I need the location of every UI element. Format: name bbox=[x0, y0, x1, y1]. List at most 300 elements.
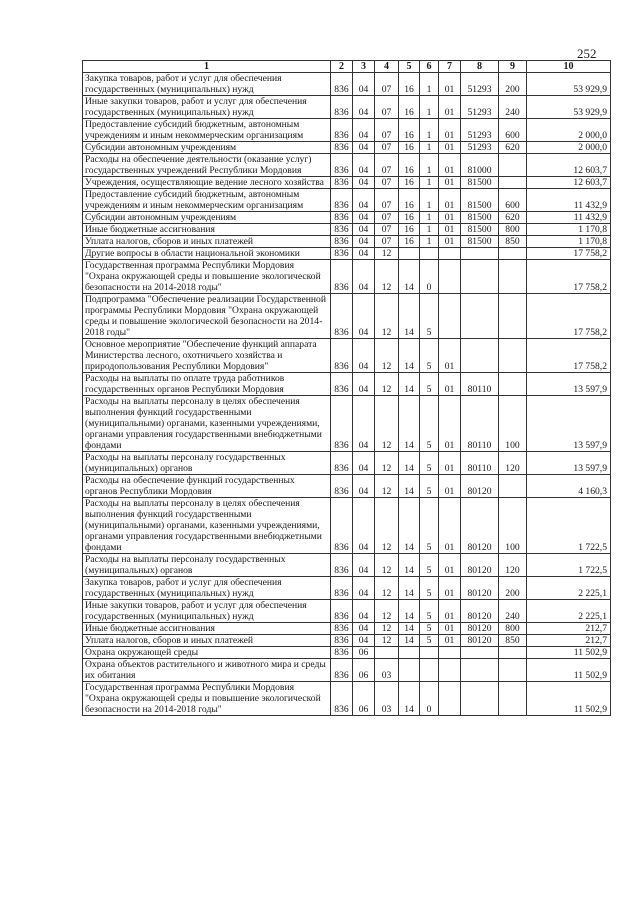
code-subsection: 12 bbox=[375, 600, 399, 623]
amount: 1 722,5 bbox=[527, 498, 611, 554]
code-section: 04 bbox=[353, 96, 375, 119]
code-section: 04 bbox=[353, 142, 375, 154]
code-ministry: 836 bbox=[331, 577, 353, 600]
amount: 12 603,7 bbox=[527, 177, 611, 189]
table-header-row bbox=[83, 61, 611, 73]
code-activity: 01 bbox=[439, 154, 461, 177]
table-row bbox=[83, 659, 611, 682]
code-expense-type: 800 bbox=[499, 224, 527, 236]
code-direction: 81500 bbox=[461, 189, 499, 212]
code-expense-type bbox=[499, 248, 527, 260]
code-direction: 80110 bbox=[461, 373, 499, 396]
row-name: Предоставление субсидий бюджетным, автономным учреждениям и иным некоммерческим организациям bbox=[83, 119, 331, 142]
code-direction: 80120 bbox=[461, 600, 499, 623]
amount: 2 000,0 bbox=[527, 142, 611, 154]
code-activity: 01 bbox=[439, 96, 461, 119]
table-row bbox=[83, 73, 611, 96]
code-direction: 81500 bbox=[461, 212, 499, 224]
amount: 13 597,9 bbox=[527, 452, 611, 475]
header-col-6: 6 bbox=[420, 61, 439, 73]
table-row bbox=[83, 623, 611, 635]
code-section: 04 bbox=[353, 396, 375, 452]
code-program: 14 bbox=[399, 554, 420, 577]
table-row bbox=[83, 142, 611, 154]
row-name: Охрана объектов растительного и животного мира и среды их обитания bbox=[83, 659, 331, 682]
row-name: Закупка товаров, работ и услуг для обеспечения государственных (муниципальных) нужд bbox=[83, 577, 331, 600]
code-subprogram: 5 bbox=[420, 294, 439, 339]
code-activity: 01 bbox=[439, 475, 461, 498]
amount: 11 432,9 bbox=[527, 212, 611, 224]
code-subsection: 12 bbox=[375, 396, 399, 452]
code-section: 06 bbox=[353, 682, 375, 716]
code-activity: 01 bbox=[439, 224, 461, 236]
amount: 11 432,9 bbox=[527, 189, 611, 212]
header-col-3: 3 bbox=[353, 61, 375, 73]
amount: 12 603,7 bbox=[527, 154, 611, 177]
code-ministry: 836 bbox=[331, 647, 353, 659]
code-subsection: 07 bbox=[375, 212, 399, 224]
code-ministry: 836 bbox=[331, 224, 353, 236]
code-ministry: 836 bbox=[331, 73, 353, 96]
row-name: Субсидии автономным учреждениям bbox=[83, 142, 331, 154]
code-subsection: 12 bbox=[375, 577, 399, 600]
code-program: 14 bbox=[399, 373, 420, 396]
code-activity: 01 bbox=[439, 600, 461, 623]
code-expense-type bbox=[499, 647, 527, 659]
code-subsection: 07 bbox=[375, 224, 399, 236]
code-direction bbox=[461, 260, 499, 294]
amount: 4 160,3 bbox=[527, 475, 611, 498]
header-col-9: 9 bbox=[499, 61, 527, 73]
code-subprogram: 5 bbox=[420, 623, 439, 635]
code-subprogram: 1 bbox=[420, 189, 439, 212]
code-expense-type: 120 bbox=[499, 452, 527, 475]
code-program: 14 bbox=[399, 339, 420, 373]
code-ministry: 836 bbox=[331, 682, 353, 716]
code-subsection: 12 bbox=[375, 373, 399, 396]
code-activity bbox=[439, 294, 461, 339]
row-name: Иные бюджетные ассигнования bbox=[83, 224, 331, 236]
page-number: 252 bbox=[577, 46, 597, 61]
code-subprogram: 5 bbox=[420, 635, 439, 647]
code-expense-type bbox=[499, 294, 527, 339]
code-expense-type: 120 bbox=[499, 554, 527, 577]
amount: 17 758,2 bbox=[527, 248, 611, 260]
row-name: Государственная программа Республики Мордовия "Охрана окружающей среды и повышение экологической безопасности на 2014-2018 годы" bbox=[83, 260, 331, 294]
header-col-2: 2 bbox=[331, 61, 353, 73]
code-section: 04 bbox=[353, 248, 375, 260]
code-subprogram: 1 bbox=[420, 212, 439, 224]
code-direction: 81000 bbox=[461, 154, 499, 177]
code-direction: 81500 bbox=[461, 236, 499, 248]
code-program: 16 bbox=[399, 212, 420, 224]
code-subprogram: 5 bbox=[420, 600, 439, 623]
code-subprogram: 5 bbox=[420, 452, 439, 475]
row-name: Основное мероприятие "Обеспечение функций аппарата Министерства лесного, охотничьего хозяйства и природопользования Республики Мордовия" bbox=[83, 339, 331, 373]
row-name: Расходы на обеспечение функций государственных органов Республики Мордовия bbox=[83, 475, 331, 498]
code-expense-type: 240 bbox=[499, 96, 527, 119]
amount: 212,7 bbox=[527, 635, 611, 647]
code-expense-type: 850 bbox=[499, 236, 527, 248]
code-subprogram: 5 bbox=[420, 475, 439, 498]
amount: 17 758,2 bbox=[527, 260, 611, 294]
row-name: Другие вопросы в области национальной экономики bbox=[83, 248, 331, 260]
code-section: 04 bbox=[353, 260, 375, 294]
code-section: 04 bbox=[353, 119, 375, 142]
code-subprogram: 0 bbox=[420, 682, 439, 716]
code-direction bbox=[461, 659, 499, 682]
code-subprogram: 1 bbox=[420, 96, 439, 119]
code-expense-type: 850 bbox=[499, 635, 527, 647]
code-expense-type bbox=[499, 154, 527, 177]
code-activity: 01 bbox=[439, 396, 461, 452]
code-subprogram: 1 bbox=[420, 154, 439, 177]
code-expense-type: 100 bbox=[499, 498, 527, 554]
code-section: 04 bbox=[353, 577, 375, 600]
code-section: 04 bbox=[353, 623, 375, 635]
code-subprogram: 5 bbox=[420, 577, 439, 600]
code-program: 16 bbox=[399, 236, 420, 248]
row-name: Расходы на выплаты по оплате труда работников государственных органов Республики Мордовия bbox=[83, 373, 331, 396]
code-subsection: 12 bbox=[375, 475, 399, 498]
code-program: 14 bbox=[399, 577, 420, 600]
code-direction: 80110 bbox=[461, 452, 499, 475]
table-row bbox=[83, 96, 611, 119]
code-direction: 80120 bbox=[461, 554, 499, 577]
code-ministry: 836 bbox=[331, 260, 353, 294]
table-row bbox=[83, 119, 611, 142]
amount: 13 597,9 bbox=[527, 396, 611, 452]
code-expense-type: 600 bbox=[499, 119, 527, 142]
code-expense-type bbox=[499, 373, 527, 396]
code-section: 04 bbox=[353, 452, 375, 475]
code-activity: 01 bbox=[439, 212, 461, 224]
code-program: 16 bbox=[399, 96, 420, 119]
code-ministry: 836 bbox=[331, 600, 353, 623]
table-row bbox=[83, 452, 611, 475]
code-ministry: 836 bbox=[331, 236, 353, 248]
table-row bbox=[83, 373, 611, 396]
code-direction: 81500 bbox=[461, 177, 499, 189]
code-expense-type bbox=[499, 339, 527, 373]
table-row bbox=[83, 577, 611, 600]
amount: 11 502,9 bbox=[527, 682, 611, 716]
code-expense-type: 240 bbox=[499, 600, 527, 623]
amount: 11 502,9 bbox=[527, 659, 611, 682]
code-activity: 01 bbox=[439, 452, 461, 475]
code-program bbox=[399, 647, 420, 659]
row-name: Предоставление субсидий бюджетным, автономным учреждениям и иным некоммерческим организациям bbox=[83, 189, 331, 212]
code-expense-type: 200 bbox=[499, 73, 527, 96]
table-row bbox=[83, 260, 611, 294]
row-name: Расходы на выплаты персоналу государственных (муниципальных) органов bbox=[83, 554, 331, 577]
code-activity bbox=[439, 260, 461, 294]
code-expense-type bbox=[499, 177, 527, 189]
code-direction: 80120 bbox=[461, 577, 499, 600]
header-col-1: 1 bbox=[83, 61, 331, 73]
code-activity bbox=[439, 248, 461, 260]
code-program: 16 bbox=[399, 154, 420, 177]
table-row bbox=[83, 475, 611, 498]
code-expense-type bbox=[499, 682, 527, 716]
code-ministry: 836 bbox=[331, 189, 353, 212]
code-subprogram: 1 bbox=[420, 119, 439, 142]
code-subprogram: 5 bbox=[420, 554, 439, 577]
row-name: Расходы на выплаты персоналу в целях обеспечения выполнения функций государственными (муниципальными) органами, казенными учреждениями, органами управления государственными внебюджетными фондами bbox=[83, 498, 331, 554]
code-expense-type: 620 bbox=[499, 212, 527, 224]
header-col-10: 10 bbox=[527, 61, 611, 73]
table-row bbox=[83, 224, 611, 236]
code-activity bbox=[439, 659, 461, 682]
code-ministry: 836 bbox=[331, 475, 353, 498]
code-section: 04 bbox=[353, 177, 375, 189]
code-direction: 81500 bbox=[461, 224, 499, 236]
code-expense-type: 200 bbox=[499, 577, 527, 600]
row-name: Расходы на выплаты персоналу в целях обеспечения выполнения функций государственными (муниципальными) органами, казенными учреждениями, органами управления государственными внебюджетными фондами bbox=[83, 396, 331, 452]
code-activity: 01 bbox=[439, 142, 461, 154]
code-expense-type bbox=[499, 475, 527, 498]
row-name: Охрана окружающей среды bbox=[83, 647, 331, 659]
table-row bbox=[83, 647, 611, 659]
code-ministry: 836 bbox=[331, 635, 353, 647]
code-subsection: 03 bbox=[375, 682, 399, 716]
code-program: 16 bbox=[399, 177, 420, 189]
code-subprogram: 5 bbox=[420, 373, 439, 396]
code-expense-type: 800 bbox=[499, 623, 527, 635]
code-ministry: 836 bbox=[331, 554, 353, 577]
code-section: 04 bbox=[353, 635, 375, 647]
code-subsection: 12 bbox=[375, 498, 399, 554]
amount: 11 502,9 bbox=[527, 647, 611, 659]
row-name: Иные закупки товаров, работ и услуг для обеспечения государственных (муниципальных) нужд bbox=[83, 96, 331, 119]
code-expense-type: 100 bbox=[499, 396, 527, 452]
code-program: 14 bbox=[399, 452, 420, 475]
code-section: 06 bbox=[353, 659, 375, 682]
table-row bbox=[83, 236, 611, 248]
amount: 17 758,2 bbox=[527, 339, 611, 373]
code-direction bbox=[461, 339, 499, 373]
code-ministry: 836 bbox=[331, 659, 353, 682]
row-name: Государственная программа Республики Мордовия "Охрана окружающей среды и повышение экологической безопасности на 2014-2018 годы" bbox=[83, 682, 331, 716]
code-subprogram: 5 bbox=[420, 498, 439, 554]
code-direction: 80120 bbox=[461, 623, 499, 635]
code-program bbox=[399, 248, 420, 260]
amount: 53 929,9 bbox=[527, 73, 611, 96]
code-ministry: 836 bbox=[331, 294, 353, 339]
table-row bbox=[83, 600, 611, 623]
row-name: Закупка товаров, работ и услуг для обеспечения государственных (муниципальных) нужд bbox=[83, 73, 331, 96]
code-subsection: 12 bbox=[375, 339, 399, 373]
code-program: 14 bbox=[399, 635, 420, 647]
code-direction bbox=[461, 682, 499, 716]
code-section: 04 bbox=[353, 600, 375, 623]
table-row bbox=[83, 396, 611, 452]
code-subprogram: 1 bbox=[420, 142, 439, 154]
amount: 1 722,5 bbox=[527, 554, 611, 577]
code-activity: 01 bbox=[439, 373, 461, 396]
code-ministry: 836 bbox=[331, 339, 353, 373]
code-activity: 01 bbox=[439, 236, 461, 248]
code-activity: 01 bbox=[439, 635, 461, 647]
table-row bbox=[83, 294, 611, 339]
code-direction: 51293 bbox=[461, 96, 499, 119]
table-row bbox=[83, 498, 611, 554]
code-ministry: 836 bbox=[331, 623, 353, 635]
row-name: Расходы на выплаты персоналу государственных (муниципальных) органов bbox=[83, 452, 331, 475]
amount: 212,7 bbox=[527, 623, 611, 635]
code-ministry: 836 bbox=[331, 177, 353, 189]
code-ministry: 836 bbox=[331, 212, 353, 224]
code-section: 04 bbox=[353, 236, 375, 248]
code-activity: 01 bbox=[439, 554, 461, 577]
code-subsection: 03 bbox=[375, 659, 399, 682]
code-direction: 80120 bbox=[461, 635, 499, 647]
code-activity: 01 bbox=[439, 498, 461, 554]
code-expense-type bbox=[499, 260, 527, 294]
amount: 53 929,9 bbox=[527, 96, 611, 119]
code-activity: 01 bbox=[439, 73, 461, 96]
code-expense-type bbox=[499, 659, 527, 682]
code-section: 06 bbox=[353, 647, 375, 659]
row-name: Уплата налогов, сборов и иных платежей bbox=[83, 236, 331, 248]
code-subsection: 07 bbox=[375, 236, 399, 248]
code-program: 16 bbox=[399, 189, 420, 212]
code-program: 14 bbox=[399, 498, 420, 554]
code-section: 04 bbox=[353, 189, 375, 212]
table-row bbox=[83, 248, 611, 260]
code-program: 16 bbox=[399, 142, 420, 154]
code-subsection: 07 bbox=[375, 142, 399, 154]
code-section: 04 bbox=[353, 373, 375, 396]
table-row bbox=[83, 554, 611, 577]
code-direction: 51293 bbox=[461, 142, 499, 154]
code-subsection: 07 bbox=[375, 73, 399, 96]
code-subprogram: 1 bbox=[420, 73, 439, 96]
header-col-5: 5 bbox=[399, 61, 420, 73]
code-section: 04 bbox=[353, 212, 375, 224]
amount: 1 170,8 bbox=[527, 224, 611, 236]
code-direction: 80120 bbox=[461, 475, 499, 498]
code-subsection: 07 bbox=[375, 96, 399, 119]
code-section: 04 bbox=[353, 498, 375, 554]
code-program: 14 bbox=[399, 396, 420, 452]
code-direction bbox=[461, 294, 499, 339]
code-direction bbox=[461, 248, 499, 260]
code-program: 14 bbox=[399, 475, 420, 498]
code-program: 16 bbox=[399, 119, 420, 142]
code-program: 16 bbox=[399, 73, 420, 96]
code-subprogram: 1 bbox=[420, 236, 439, 248]
amount: 1 170,8 bbox=[527, 236, 611, 248]
code-program: 14 bbox=[399, 623, 420, 635]
code-program: 16 bbox=[399, 224, 420, 236]
code-direction: 51293 bbox=[461, 73, 499, 96]
code-ministry: 836 bbox=[331, 373, 353, 396]
table-row bbox=[83, 212, 611, 224]
table-row bbox=[83, 682, 611, 716]
code-ministry: 836 bbox=[331, 452, 353, 475]
code-subsection: 12 bbox=[375, 260, 399, 294]
code-ministry: 836 bbox=[331, 498, 353, 554]
amount: 2 000,0 bbox=[527, 119, 611, 142]
code-subprogram: 1 bbox=[420, 177, 439, 189]
code-program bbox=[399, 659, 420, 682]
code-subsection: 12 bbox=[375, 554, 399, 577]
table-row bbox=[83, 154, 611, 177]
code-section: 04 bbox=[353, 554, 375, 577]
code-ministry: 836 bbox=[331, 142, 353, 154]
code-ministry: 836 bbox=[331, 396, 353, 452]
code-program: 14 bbox=[399, 294, 420, 339]
code-subsection: 12 bbox=[375, 248, 399, 260]
code-direction: 51293 bbox=[461, 119, 499, 142]
code-subsection: 12 bbox=[375, 635, 399, 647]
amount: 2 225,1 bbox=[527, 577, 611, 600]
code-direction: 80120 bbox=[461, 498, 499, 554]
budget-table bbox=[82, 60, 611, 716]
code-section: 04 bbox=[353, 73, 375, 96]
code-subsection: 07 bbox=[375, 177, 399, 189]
row-name: Подпрограмма "Обеспечение реализации Государственной программы Республики Мордовия "Охрана окружающей среды и повышение экологической безопасности на 2014-2018 годы" bbox=[83, 294, 331, 339]
code-subprogram: 5 bbox=[420, 339, 439, 373]
row-name: Иные бюджетные ассигнования bbox=[83, 623, 331, 635]
amount: 2 225,1 bbox=[527, 600, 611, 623]
row-name: Учреждения, осуществляющие ведение лесного хозяйства bbox=[83, 177, 331, 189]
table-row bbox=[83, 339, 611, 373]
code-subsection: 07 bbox=[375, 154, 399, 177]
code-program: 14 bbox=[399, 600, 420, 623]
amount: 13 597,9 bbox=[527, 373, 611, 396]
table-body bbox=[83, 73, 611, 716]
code-activity: 01 bbox=[439, 119, 461, 142]
code-section: 04 bbox=[353, 224, 375, 236]
code-ministry: 836 bbox=[331, 96, 353, 119]
header-col-7: 7 bbox=[439, 61, 461, 73]
code-section: 04 bbox=[353, 294, 375, 339]
code-activity: 01 bbox=[439, 339, 461, 373]
code-section: 04 bbox=[353, 475, 375, 498]
code-activity bbox=[439, 647, 461, 659]
code-activity: 01 bbox=[439, 623, 461, 635]
code-activity: 01 bbox=[439, 577, 461, 600]
code-subsection: 12 bbox=[375, 452, 399, 475]
code-subprogram: 1 bbox=[420, 224, 439, 236]
code-subsection: 12 bbox=[375, 294, 399, 339]
code-ministry: 836 bbox=[331, 119, 353, 142]
code-subsection bbox=[375, 647, 399, 659]
table-row bbox=[83, 189, 611, 212]
code-expense-type: 620 bbox=[499, 142, 527, 154]
code-direction: 80110 bbox=[461, 396, 499, 452]
code-subprogram bbox=[420, 659, 439, 682]
code-subprogram bbox=[420, 647, 439, 659]
code-activity: 01 bbox=[439, 189, 461, 212]
code-subprogram bbox=[420, 248, 439, 260]
row-name: Иные закупки товаров, работ и услуг для обеспечения государственных (муниципальных) нужд bbox=[83, 600, 331, 623]
code-subsection: 12 bbox=[375, 623, 399, 635]
code-direction bbox=[461, 647, 499, 659]
code-subprogram: 5 bbox=[420, 396, 439, 452]
code-section: 04 bbox=[353, 154, 375, 177]
code-subprogram: 0 bbox=[420, 260, 439, 294]
header-col-8: 8 bbox=[461, 61, 499, 73]
code-activity bbox=[439, 682, 461, 716]
amount: 17 758,2 bbox=[527, 294, 611, 339]
code-ministry: 836 bbox=[331, 248, 353, 260]
code-subsection: 07 bbox=[375, 189, 399, 212]
header-col-4: 4 bbox=[375, 61, 399, 73]
code-expense-type: 600 bbox=[499, 189, 527, 212]
